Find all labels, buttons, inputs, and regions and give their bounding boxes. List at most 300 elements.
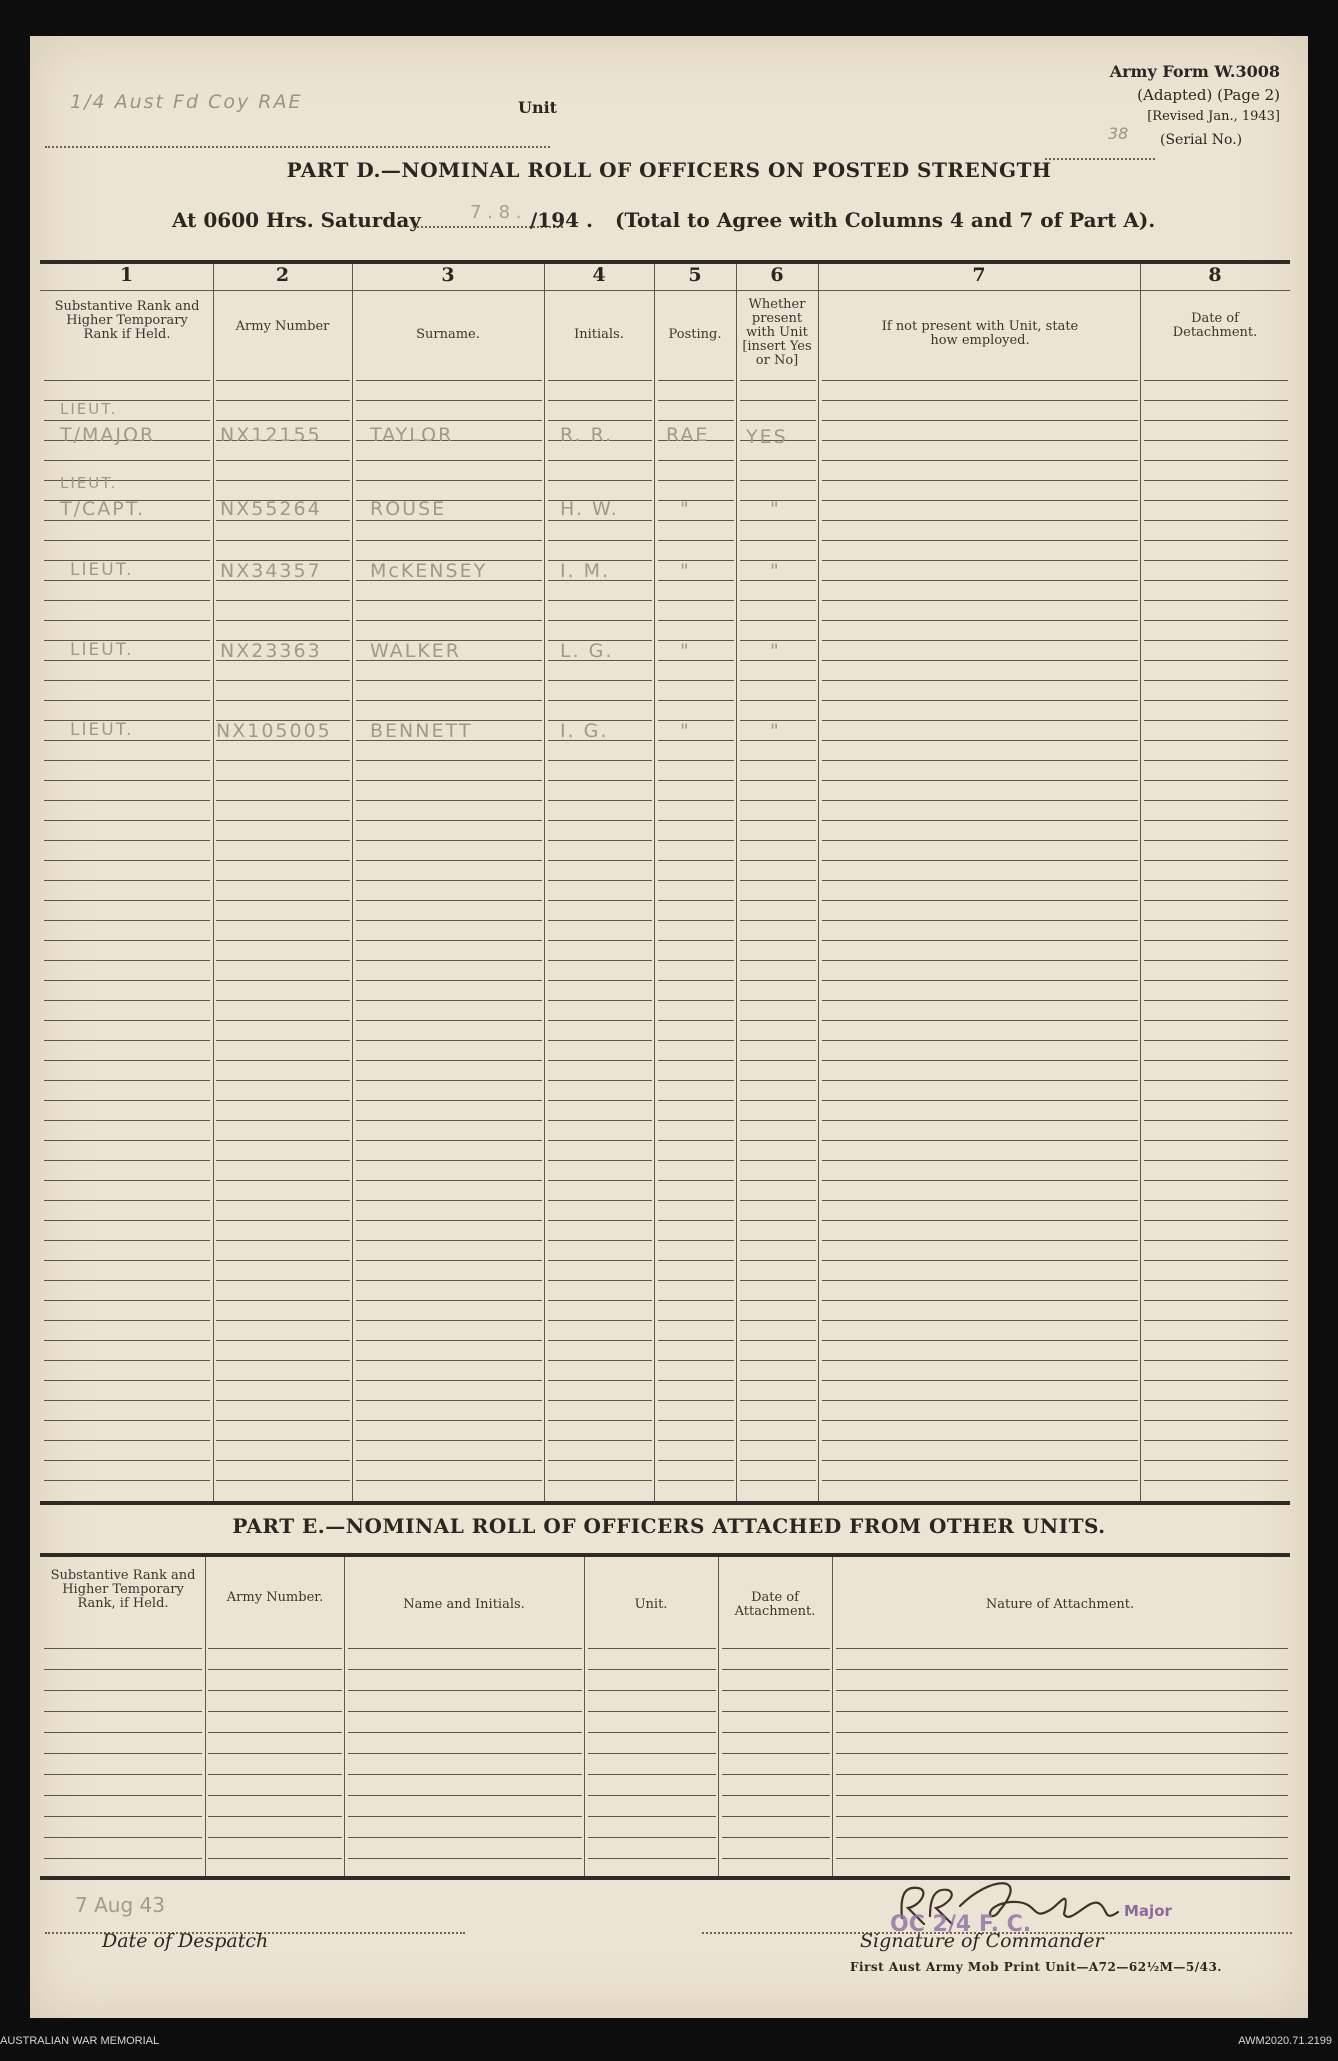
- ruled-line: [740, 400, 816, 401]
- ruled-line: [658, 860, 734, 861]
- ruled-line: [658, 1340, 734, 1341]
- ruled-line: [548, 420, 652, 421]
- col-number: 1: [119, 264, 134, 286]
- ruled-line: [658, 820, 734, 821]
- e-col-head-nature: Nature of Attachment.: [985, 1597, 1135, 1612]
- ruled-line: [740, 800, 816, 801]
- entry-initials: L. G.: [560, 640, 614, 662]
- ruled-line: [740, 1480, 816, 1481]
- ruled-line: [658, 700, 734, 701]
- ruled-line: [836, 1690, 1288, 1691]
- ruled-line: [658, 1220, 734, 1221]
- ruled-line: [658, 1320, 734, 1321]
- ruled-line: [356, 1100, 542, 1101]
- ruled-line: [822, 380, 1138, 381]
- ruled-line: [216, 680, 350, 681]
- ruled-line: [44, 1360, 210, 1361]
- ruled-line: [1144, 1240, 1288, 1241]
- ruled-line: [216, 1440, 350, 1441]
- entry-present: ": [770, 640, 781, 662]
- ruled-line: [44, 900, 210, 901]
- col-head-rank: Substantive Rank and Higher Temporary Rank if Held.: [54, 299, 200, 342]
- ruled-line: [216, 540, 350, 541]
- part-d-time: At 0600 Hrs. Saturday: [172, 208, 421, 232]
- ruled-line: [216, 900, 350, 901]
- ruled-line: [208, 1690, 342, 1691]
- ruled-line: [216, 980, 350, 981]
- ruled-line: [548, 620, 652, 621]
- ruled-line: [658, 460, 734, 461]
- entry-army-number: NX34357: [220, 560, 322, 582]
- ruled-line: [548, 1420, 652, 1421]
- ruled-line: [44, 540, 210, 541]
- ruled-line: [740, 1080, 816, 1081]
- ruled-line: [822, 560, 1138, 561]
- ruled-line: [822, 660, 1138, 661]
- ruled-line: [216, 1280, 350, 1281]
- ruled-line: [740, 1180, 816, 1181]
- ruled-line: [836, 1858, 1288, 1859]
- col-head-surname: Surname.: [416, 327, 480, 342]
- ruled-line: [836, 1753, 1288, 1754]
- entry-present: ": [770, 560, 781, 582]
- ruled-line: [722, 1774, 830, 1775]
- ruled-line: [822, 840, 1138, 841]
- entry-rank: T/MAJOR: [60, 424, 156, 446]
- part-d-col-divider: [352, 264, 353, 1501]
- ruled-line: [356, 920, 542, 921]
- part-e-top-rule: [40, 1553, 1290, 1557]
- ruled-line: [740, 920, 816, 921]
- entry-rank-prefix: LIEUT.: [60, 400, 118, 418]
- ruled-line: [44, 1220, 210, 1221]
- ruled-line: [44, 980, 210, 981]
- entry-army-number: NX55264: [220, 498, 322, 520]
- ruled-line: [822, 640, 1138, 641]
- ruled-line: [740, 900, 816, 901]
- ruled-line: [44, 1774, 202, 1775]
- ruled-line: [822, 1000, 1138, 1001]
- ruled-line: [44, 1180, 210, 1181]
- entry-posting: ": [680, 498, 691, 520]
- ruled-line: [548, 400, 652, 401]
- ruled-line: [356, 980, 542, 981]
- ruled-line: [1144, 760, 1288, 761]
- ruled-line: [356, 780, 542, 781]
- ruled-line: [548, 1020, 652, 1021]
- ruled-line: [44, 1380, 210, 1381]
- ruled-line: [822, 1480, 1138, 1481]
- ruled-line: [1144, 880, 1288, 881]
- ruled-line: [740, 1140, 816, 1141]
- ruled-line: [658, 1100, 734, 1101]
- ruled-line: [1144, 500, 1288, 501]
- ruled-line: [658, 1400, 734, 1401]
- part-e-col-divider: [205, 1557, 206, 1876]
- ruled-line: [356, 1320, 542, 1321]
- col-head-detachment: Date of Detachment.: [1172, 311, 1258, 340]
- ruled-line: [1144, 1480, 1288, 1481]
- ruled-line: [822, 940, 1138, 941]
- ruled-line: [548, 1000, 652, 1001]
- ruled-line: [658, 1000, 734, 1001]
- ruled-line: [356, 1400, 542, 1401]
- ruled-line: [348, 1837, 582, 1838]
- ruled-line: [740, 1320, 816, 1321]
- ruled-line: [216, 380, 350, 381]
- ruled-line: [740, 600, 816, 601]
- ruled-line: [348, 1648, 582, 1649]
- ruled-line: [1144, 1160, 1288, 1161]
- ruled-line: [356, 380, 542, 381]
- entry-initials: I. G.: [560, 720, 609, 742]
- ruled-line: [722, 1795, 830, 1796]
- ruled-line: [822, 960, 1138, 961]
- ruled-line: [588, 1648, 716, 1649]
- ruled-line: [216, 1380, 350, 1381]
- ruled-line: [1144, 480, 1288, 481]
- ruled-line: [658, 1040, 734, 1041]
- ruled-line: [822, 1240, 1138, 1241]
- ruled-line: [216, 1320, 350, 1321]
- ruled-line: [822, 620, 1138, 621]
- ruled-line: [658, 920, 734, 921]
- ruled-line: [44, 1060, 210, 1061]
- ruled-line: [1144, 1180, 1288, 1181]
- commander-rank: Major: [1124, 1902, 1172, 1920]
- entry-rank-prefix: LIEUT.: [60, 474, 118, 492]
- ruled-line: [740, 420, 816, 421]
- ruled-line: [740, 1220, 816, 1221]
- ruled-line: [548, 540, 652, 541]
- form-id: Army Form W.3008: [1109, 62, 1280, 81]
- ruled-line: [208, 1711, 342, 1712]
- ruled-line: [740, 1060, 816, 1061]
- ruled-line: [1144, 1260, 1288, 1261]
- ruled-line: [1144, 600, 1288, 601]
- ruled-line: [1144, 740, 1288, 741]
- ruled-line: [1144, 700, 1288, 701]
- ruled-line: [740, 1420, 816, 1421]
- ruled-line: [44, 840, 210, 841]
- ruled-line: [1144, 980, 1288, 981]
- ruled-line: [548, 1140, 652, 1141]
- entry-rank: LIEUT.: [70, 720, 134, 740]
- ruled-line: [44, 1648, 202, 1649]
- ruled-line: [658, 1460, 734, 1461]
- e-col-head-army-number: Army Number.: [226, 1590, 324, 1605]
- ruled-line: [44, 460, 210, 461]
- ruled-line: [1144, 940, 1288, 941]
- col-number: 8: [1208, 264, 1222, 286]
- ruled-line: [740, 1460, 816, 1461]
- part-d-col-divider: [818, 264, 819, 1501]
- ruled-line: [740, 880, 816, 881]
- ruled-line: [44, 800, 210, 801]
- serial-label: (Serial No.): [1160, 132, 1243, 148]
- entry-army-number: NX23363: [220, 640, 322, 662]
- ruled-line: [658, 1440, 734, 1441]
- ruled-line: [44, 1100, 210, 1101]
- ruled-line: [548, 1200, 652, 1201]
- ruled-line: [356, 1120, 542, 1121]
- col-number: 3: [441, 264, 455, 286]
- ruled-line: [216, 1400, 350, 1401]
- ruled-line: [740, 520, 816, 521]
- ruled-line: [216, 1180, 350, 1181]
- ruled-line: [548, 1380, 652, 1381]
- ruled-line: [348, 1795, 582, 1796]
- ruled-line: [44, 420, 210, 421]
- ruled-line: [658, 1200, 734, 1201]
- ruled-line: [44, 860, 210, 861]
- ruled-line: [658, 1080, 734, 1081]
- ruled-line: [658, 620, 734, 621]
- ruled-line: [216, 1060, 350, 1061]
- ruled-line: [1144, 1200, 1288, 1201]
- ruled-line: [822, 1100, 1138, 1101]
- ruled-line: [356, 1440, 542, 1441]
- ruled-line: [548, 940, 652, 941]
- ruled-line: [548, 1160, 652, 1161]
- ruled-line: [822, 460, 1138, 461]
- ruled-line: [548, 1360, 652, 1361]
- ruled-line: [658, 520, 734, 521]
- ruled-line: [44, 740, 210, 741]
- ruled-line: [44, 680, 210, 681]
- ruled-line: [548, 680, 652, 681]
- entry-present: ": [770, 498, 781, 520]
- ruled-line: [216, 820, 350, 821]
- ruled-line: [740, 1360, 816, 1361]
- ruled-line: [722, 1753, 830, 1754]
- ruled-line: [548, 840, 652, 841]
- ruled-line: [658, 1300, 734, 1301]
- entry-surname: TAYLOR: [370, 424, 454, 446]
- ruled-line: [722, 1732, 830, 1733]
- col-head-initials: Initials.: [574, 327, 624, 342]
- ruled-line: [548, 960, 652, 961]
- ruled-line: [722, 1816, 830, 1817]
- ruled-line: [740, 1280, 816, 1281]
- ruled-line: [722, 1858, 830, 1859]
- ruled-line: [822, 500, 1138, 501]
- ruled-line: [348, 1816, 582, 1817]
- ruled-line: [208, 1795, 342, 1796]
- ruled-line: [740, 680, 816, 681]
- ruled-line: [548, 380, 652, 381]
- ruled-line: [740, 1020, 816, 1021]
- ruled-line: [658, 780, 734, 781]
- ruled-line: [822, 760, 1138, 761]
- ruled-line: [822, 600, 1138, 601]
- entry-army-number: NX105005: [216, 720, 332, 742]
- entry-surname: WALKER: [370, 640, 461, 662]
- ruled-line: [740, 1400, 816, 1401]
- ruled-line: [356, 1300, 542, 1301]
- ruled-line: [216, 1340, 350, 1341]
- ruled-line: [1144, 1000, 1288, 1001]
- ruled-line: [658, 1180, 734, 1181]
- ruled-line: [1144, 1220, 1288, 1221]
- ruled-line: [658, 560, 734, 561]
- ruled-line: [548, 460, 652, 461]
- ruled-line: [548, 600, 652, 601]
- ruled-line: [356, 1340, 542, 1341]
- ruled-line: [658, 760, 734, 761]
- ruled-line: [216, 420, 350, 421]
- serial-handwritten: 38: [1108, 124, 1129, 143]
- ruled-line: [822, 900, 1138, 901]
- ruled-line: [216, 1160, 350, 1161]
- ruled-line: [216, 1080, 350, 1081]
- ruled-line: [822, 1120, 1138, 1121]
- ruled-line: [44, 820, 210, 821]
- ruled-line: [722, 1648, 830, 1649]
- ruled-line: [1144, 460, 1288, 461]
- ruled-line: [356, 1360, 542, 1361]
- ruled-line: [658, 840, 734, 841]
- ruled-line: [216, 1240, 350, 1241]
- ruled-line: [740, 940, 816, 941]
- ruled-line: [658, 1160, 734, 1161]
- col-number: 5: [688, 264, 702, 286]
- ruled-line: [658, 960, 734, 961]
- ruled-line: [44, 780, 210, 781]
- ruled-line: [740, 380, 816, 381]
- ruled-line: [1144, 540, 1288, 541]
- ruled-line: [822, 1080, 1138, 1081]
- ruled-line: [348, 1669, 582, 1670]
- ruled-line: [44, 1000, 210, 1001]
- ruled-line: [1144, 1120, 1288, 1121]
- ruled-line: [658, 660, 734, 661]
- unit-handwritten: 1/4 Aust Fd Coy RAE: [70, 91, 303, 113]
- ruled-line: [548, 800, 652, 801]
- ruled-line: [356, 960, 542, 961]
- ruled-line: [548, 1040, 652, 1041]
- ruled-line: [1144, 440, 1288, 441]
- ruled-line: [44, 1480, 210, 1481]
- ruled-line: [216, 480, 350, 481]
- ruled-line: [44, 1732, 202, 1733]
- ruled-line: [356, 680, 542, 681]
- ruled-line: [588, 1816, 716, 1817]
- ruled-line: [822, 420, 1138, 421]
- ruled-line: [216, 1040, 350, 1041]
- ruled-line: [208, 1648, 342, 1649]
- ruled-line: [216, 1140, 350, 1141]
- part-d-bottom-rule: [40, 1501, 1290, 1505]
- ruled-line: [658, 1120, 734, 1121]
- ruled-line: [822, 520, 1138, 521]
- ruled-line: [740, 1100, 816, 1101]
- ruled-line: [356, 1060, 542, 1061]
- ruled-line: [44, 1260, 210, 1261]
- ruled-line: [740, 1380, 816, 1381]
- ruled-line: [216, 1420, 350, 1421]
- ruled-line: [216, 840, 350, 841]
- ruled-line: [822, 1280, 1138, 1281]
- ruled-line: [658, 1060, 734, 1061]
- ruled-line: [836, 1774, 1288, 1775]
- ruled-line: [822, 1220, 1138, 1221]
- ruled-line: [348, 1732, 582, 1733]
- ruled-line: [588, 1669, 716, 1670]
- ruled-line: [548, 1300, 652, 1301]
- form-page: [30, 36, 1308, 2018]
- ruled-line: [836, 1816, 1288, 1817]
- ruled-line: [1144, 960, 1288, 961]
- ruled-line: [548, 480, 652, 481]
- ruled-line: [356, 1260, 542, 1261]
- ruled-line: [658, 1260, 734, 1261]
- ruled-line: [658, 900, 734, 901]
- ruled-line: [1144, 900, 1288, 901]
- ruled-line: [822, 700, 1138, 701]
- ruled-line: [356, 1220, 542, 1221]
- ruled-line: [356, 1040, 542, 1041]
- ruled-line: [740, 1240, 816, 1241]
- ruled-line: [822, 680, 1138, 681]
- ruled-line: [356, 760, 542, 761]
- ruled-line: [356, 940, 542, 941]
- archive-id: AWM2020.71.2199: [1238, 2035, 1332, 2047]
- ruled-line: [822, 1200, 1138, 1201]
- ruled-line: [216, 760, 350, 761]
- entry-posting: ": [680, 720, 691, 742]
- ruled-line: [658, 480, 734, 481]
- ruled-line: [356, 700, 542, 701]
- ruled-line: [216, 920, 350, 921]
- entry-posting: RAE: [666, 424, 710, 446]
- ruled-line: [208, 1669, 342, 1670]
- ruled-line: [356, 1000, 542, 1001]
- ruled-line: [822, 440, 1138, 441]
- col-number: 7: [972, 264, 986, 286]
- ruled-line: [356, 880, 542, 881]
- ruled-line: [658, 640, 734, 641]
- ruled-line: [44, 1816, 202, 1817]
- ruled-line: [1144, 1380, 1288, 1381]
- ruled-line: [658, 600, 734, 601]
- entry-initials: I. M.: [560, 560, 611, 582]
- ruled-line: [44, 960, 210, 961]
- ruled-line: [836, 1795, 1288, 1796]
- ruled-line: [44, 700, 210, 701]
- ruled-line: [548, 1100, 652, 1101]
- ruled-line: [208, 1753, 342, 1754]
- ruled-line: [658, 1020, 734, 1021]
- ruled-line: [216, 1000, 350, 1001]
- ruled-line: [216, 400, 350, 401]
- ruled-line: [740, 980, 816, 981]
- ruled-line: [216, 1120, 350, 1121]
- col-head-present: Whether present with Unit [insert Yes or No]: [742, 297, 812, 368]
- ruled-line: [44, 1460, 210, 1461]
- ruled-line: [356, 820, 542, 821]
- ruled-line: [356, 1200, 542, 1201]
- ruled-line: [44, 1669, 202, 1670]
- col-head-posting: Posting.: [668, 327, 722, 342]
- ruled-line: [216, 960, 350, 961]
- ruled-line: [44, 1690, 202, 1691]
- ruled-line: [588, 1753, 716, 1754]
- part-e-col-divider: [718, 1557, 719, 1876]
- ruled-line: [836, 1648, 1288, 1649]
- despatch-label: Date of Despatch: [102, 1930, 269, 1952]
- ruled-line: [1144, 1060, 1288, 1061]
